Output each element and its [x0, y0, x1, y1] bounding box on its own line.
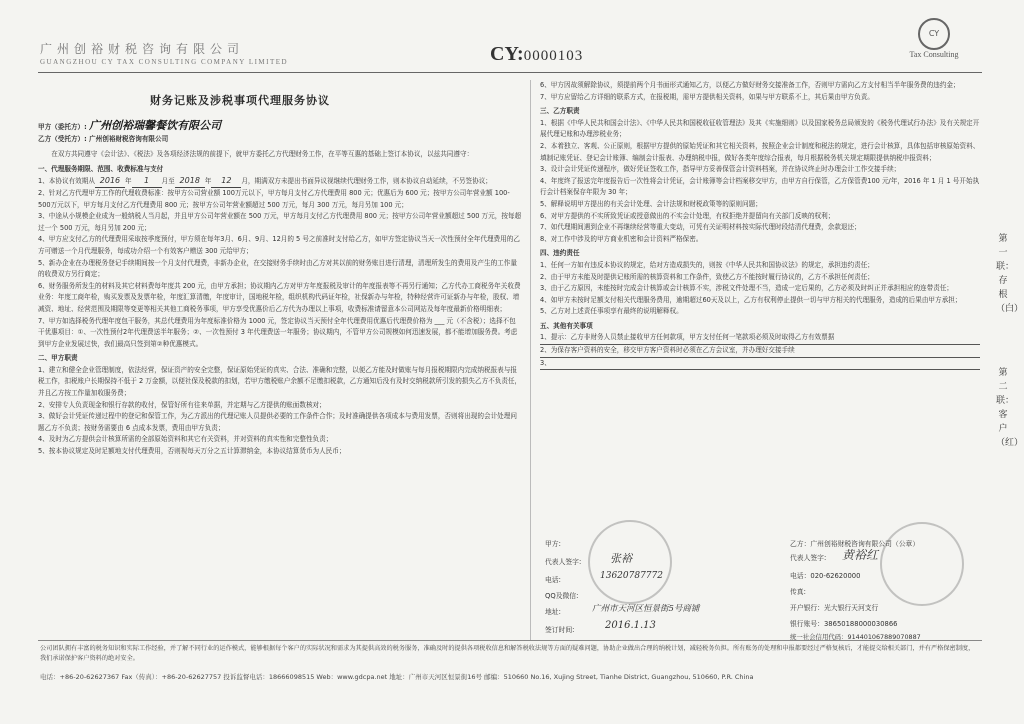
section5-item-3: 3、 — [540, 358, 980, 371]
party-b-account: 银行账号：38650188000030866 — [790, 620, 898, 628]
section2-item-6: 6、甲方因故须解除协议，须提前两个月书面形式通知乙方，以便乙方做好财务交接准备工作，否则甲方需向乙方支付相当半年服务费的违约金； — [540, 81, 960, 89]
section2-heading: 二、甲方职责 — [38, 354, 78, 363]
party-b-stamp — [880, 522, 964, 606]
end-year: 2018 — [175, 175, 205, 188]
company-name-en: GUANGZHOU CY TAX CONSULTING COMPANY LIMITED — [40, 58, 289, 66]
party-a-phone: 13620787772 — [600, 571, 663, 581]
party-a-address-label: 地址: — [545, 608, 561, 616]
section4-item-3: 3、由于乙方原因，未能按时完成会计核算或会计核算不实，涉税文件处理不当，造成一定后果的，乙方必须及时纠正并承担相应的连带责任； — [540, 284, 954, 293]
section2-item-7: 7、甲方应留给乙方详细的联系方式，在报税期，需甲方提供相关资料，如果与甲方联系不上，其后果由甲方负责。 — [540, 92, 874, 101]
section4-item-1: 1、任何一方如有违反本协议的规定，给对方造成损失的，则按《中华人民共和国协议法》的规定，承担违约责任； — [540, 260, 874, 269]
party-b-bank: 开户银行：光大银行天河支行 — [790, 604, 879, 612]
document-number — [490, 43, 583, 66]
section5-item-1: 1、提示：乙方非财务人员禁止接收甲方任何款项，甲方支付任何一笔款项必须及时取得乙方有效票据 — [540, 332, 980, 345]
doc-prefix: CY: — [490, 43, 524, 65]
right-column — [540, 80, 980, 370]
section5-item-2: 2、为保存客户资料的安全，移交甲方客户资料时必须在乙方会议室，并办理好交接手续 — [540, 345, 980, 358]
column-divider — [530, 80, 531, 640]
party-b-line — [38, 134, 522, 146]
section3-heading: 三、乙方职责 — [540, 107, 580, 116]
copy-label-second: 第二联：客户（红） — [996, 368, 1024, 448]
party-a-qq-label: QQ及微信: — [545, 592, 579, 600]
footer-contact: 电话：+86-20-62627367 Fax（传真）：+86-20-62627757 投诉监督电话：18666098515 Web：www.gdcpa.net 地址：广州市天河区恒景街16号 邮编：510660 No.16, Xujing Street, Tianhe District, Guangzhou, 510660, P.R. China — [40, 673, 754, 681]
end-month: 12 — [211, 175, 241, 188]
section2-item-5: 5、按本协议规定及时足额地支付代理费用，否则视每天万分之五计算滞纳金，本协议结算货币为人民币； — [38, 447, 346, 456]
section3-item-7: 7、如代理期间遇到企业不再继续经营等重大变动，可凭有关证明材料按实际代理时段结清代理费，余款退还； — [540, 223, 861, 232]
section3-item-8: 8、对工作中涉及的甲方商业机密和会计资料严格保密。 — [540, 234, 703, 243]
logo-icon: CY — [918, 18, 950, 50]
party-a-signature: 张裕 — [610, 552, 632, 565]
party-a-rep-label: 代表人签字: — [545, 558, 582, 566]
party-b-fax: 传真: — [790, 588, 806, 596]
section1-item-7: 7、甲方如选择税务代理年度包干服务，其总代理费用为年度标准价格为 1000 元，签定协议当天预付全年代理费用优惠后代理费价格为 ___ 元（不含税）；选择不包干优惠项目：①、一次性预付2年代理费送半年服务；②、一次性预付 3 年代理费送一年服务；协议期内，不管甲方公司规模如何迅速发展，都不能增加服务费。考虑到甲方企业发展过快，我们最高只签到第②种优惠模式。 — [38, 316, 518, 348]
section2-item-1: 1、建立和健全企业管理制度，依法经营，保证资产的安全完整，保证原始凭证的真实、合法、准确和完整，以便乙方能及时做账与每月报税期限内完成纳税报表与报税工作，扣税账户长期保持不低于 2 万金额，以便社保及税款的扣划，若甲方缴税账户余额不足缴扣税款，乙方通知后没有及时交纳税款所引发的损失乙方不负责任，并且乙方按工作量加收服务费； — [38, 365, 522, 398]
footer-text: 公司团队拥有丰富的税务知识和实际工作经验，并了解不同行业的运作模式，能够根据每个客户的实际状况和需求为其提供高效的税务服务，准确及时的提供各项税收信息和解答税收法规等方面的疑难问题，协助企业做出合理的纳税计划，减轻税务负担。所有账务的处理和申报都要经过严格复核后，才能提交给相关部门，并有严格保密制度，我们承诺保护客户资料的绝对安全。 — [40, 645, 975, 662]
footer-divider — [38, 640, 982, 641]
party-a-label: 甲方: — [545, 540, 561, 548]
party-b-label: 乙方（受托方）: — [38, 134, 87, 143]
company-name-cn: 广州创裕财税咨询有限公司 — [40, 42, 245, 56]
section2-item-2: 2、安排专人负责现金和银行存款的收付，保管好所有往来单据，并定期与乙方提供的账面数核对； — [38, 400, 326, 409]
party-b-label: 乙方：广州创裕财税咨询有限公司（公章） — [790, 540, 920, 548]
intro-paragraph: 在双方共同遵守《会计法》、《税法》及各项经济法规的前提下，就甲方委托乙方代理财务工作，在平等互惠的基础上签订本协议，以兹共同遵守： — [51, 150, 474, 159]
doc-number: 0000103 — [523, 48, 584, 64]
section1-item-2: 2、针对乙方代理甲方工作的代理收费标准：按甲方公司营业额 100万元以下，甲方每月支付乙方代理费用 800 元；优惠后为 600 元；按甲方公司年营业额 100-500万元以下，甲方每月支付乙方代理费用 800 元；按甲方公司年营业额超过 500 万元，每月 300 万元，每月另加 100 元； — [38, 188, 510, 209]
section4-item-5: 5、乙方对上述责任事项享有最终的说明解释权。 — [540, 307, 683, 316]
page-title: 财务记账及涉税事项代理服务协议 — [150, 94, 330, 107]
start-month: 1 — [132, 175, 162, 188]
section4-item-2: 2、由于甲方未能及时提供记账所需的核算资料和工作条件，致使乙方不能按时履行协议的，乙方不承担任何责任； — [540, 272, 874, 281]
section3-item-2: 2、本着独立、客观、公正原则，根据甲方提供的原始凭证和其它相关资料，按照企业会计制度和税法的规定，进行会计核算，具体包括审核原始资料、填制记账凭证、登记会计账簿、编制会计报表、办理纳税申报，做好各类年度综合报表，每月根据税务机关规定期限提供纳税申报资料； — [540, 141, 980, 162]
section1-item-3: 3、中途从小规模企业成为一般纳税人当月起，并且甲方公司年营业额在 500 万元，甲方每月支付乙方代理费用 800 元；按甲方公司年营业额超过 500 万元，按每超过一个 500 万元，每月另加 200 元； — [38, 212, 522, 232]
left-column — [38, 120, 522, 458]
party-b-credit-code: 统一社会信用代码：914401067889070887 — [790, 633, 921, 641]
party-b-phone: 电话：020-62620000 — [790, 572, 861, 580]
section3-item-6: 6、对甲方提供的不实所致凭证或授意做出的不实会计处理，有权拒绝并提留向有关部门反映的权利； — [540, 211, 835, 220]
section3-item-3: 3、设计会计凭证传递程序，做好凭证签收工作，指导甲方妥善保管会计资料档案，并在协议终止时办理会计工作交接手续； — [540, 165, 901, 174]
sign-date-label: 签订时间: — [545, 626, 575, 634]
section5-heading: 五、其他有关事项 — [540, 321, 593, 330]
party-a-line — [38, 120, 522, 134]
party-a-address: 广州市天河区恒景街5号商铺 — [592, 604, 700, 614]
section3-item-4: 4、年度终了报送完年度报告后一次性将会计凭证，会计账簿等会计档案移交甲方，由甲方自行保管，乙方保管费100 元/年，2016 年 1 月 1 号开始执行会计档案保存年限为 30 年； — [540, 176, 980, 197]
section1-item-6: 6、财务服务所发生的材料及其它材料费每年度共 200 元，由甲方承担；协议期内乙方对甲方年度报税及审计的年度报表等不再另行通知；乙方代办工商税务年关收费业务：年度工商年检，购买发票及发票年检，年度汇算清缴，年度审计，国地税年检，组织机构代码证年检，社保新办与年检，特种经营许可证新办与年检，股权、增减资、地址、经营范围及期限等变更等相关其他工商税务事项，甲方享受优惠价后乙方代为办理以上事项，收费标准请留意本公司网站及每年度最新价格明细表； — [38, 281, 521, 313]
section2-item-3: 3、做好会计凭证传递过程中的登记和保管工作，为乙方派出的代理记账人员提供必要的工作条件合作；及时准确提供各项成本与费用发票，否则将出现的会计处理问题乙方不负责；按财务需要由 6 点成本发票，费用由甲方负责； — [38, 412, 517, 432]
party-b-name: 广州创裕财税咨询有限公司 — [89, 134, 169, 143]
sign-date: 2016.1.13 — [605, 620, 656, 631]
party-b-signature: 黄裕红 — [842, 548, 879, 562]
section1-heading: 一、代理服务期限、范围、收费标准与支付 — [38, 164, 164, 173]
party-a-phone-label: 电话: — [545, 576, 561, 584]
section1-item-5: 5、新办企业在办理税务登记手续期间按一个月支付代理费，非新办企业，在交接财务手续时由乙方对其以前的财务账目进行清理，清理所发生的费用及产生的工作量的收费双方另行商定； — [38, 258, 517, 279]
section4-heading: 四、违约责任 — [540, 249, 580, 258]
copy-label-first: 第一联：存根（白） — [996, 234, 1024, 314]
section4-item-4: 4、如甲方未按时足额支付相关代理服务费用，逾期超过60天及以上，乙方有权利停止提供一切与甲方相关的代理服务，造成的后果由甲方承担； — [540, 295, 962, 304]
party-a-label: 甲方（委托方）: — [38, 123, 87, 131]
company-logo — [894, 18, 974, 68]
section3-item-1: 1、根据《中华人民共和国会计法》、《中华人民共和国税收征收管理法》及其《实施细则》以及国家税务总局颁发的《税务代理试行办法》及有关规定开展代理记账和办理涉税业务； — [540, 118, 980, 139]
section2-item-4: 4、及时为乙方提供会计核算所需的全部原始资料和其它有关资料，并对资料的真实性和完整性负责； — [38, 435, 333, 444]
section1-item-4: 4、甲方应支付乙方的代理费用采取按季度预付，甲方须在每年3月、6月、9月、12月的 5 号之前准时支付给乙方，如甲方签定协议当天一次性预付全年代理费用的乙方可赠送一个月代理服务，每成功介绍一个有效客户赠送 300 元给甲方； — [38, 235, 520, 255]
party-b-rep-label: 代表人签字: — [790, 554, 827, 562]
header-divider — [38, 72, 982, 73]
logo-text: Tax Consulting — [909, 50, 959, 59]
start-year: 2016 — [95, 175, 125, 188]
party-a-name: 广州创裕瑞馨餐饮有限公司 — [89, 119, 222, 132]
section1-item-1: 1、本协议有效期从 2016 年 1 月至 2018 年 12 月，期满双方未提出书面异议视继续代理财务工作，则本协议自动延续，不另签协议； — [38, 175, 522, 188]
section3-item-5: 5、解释说明甲方提出的有关会计处理、会计法规和财税政策等的原则问题； — [540, 199, 762, 208]
